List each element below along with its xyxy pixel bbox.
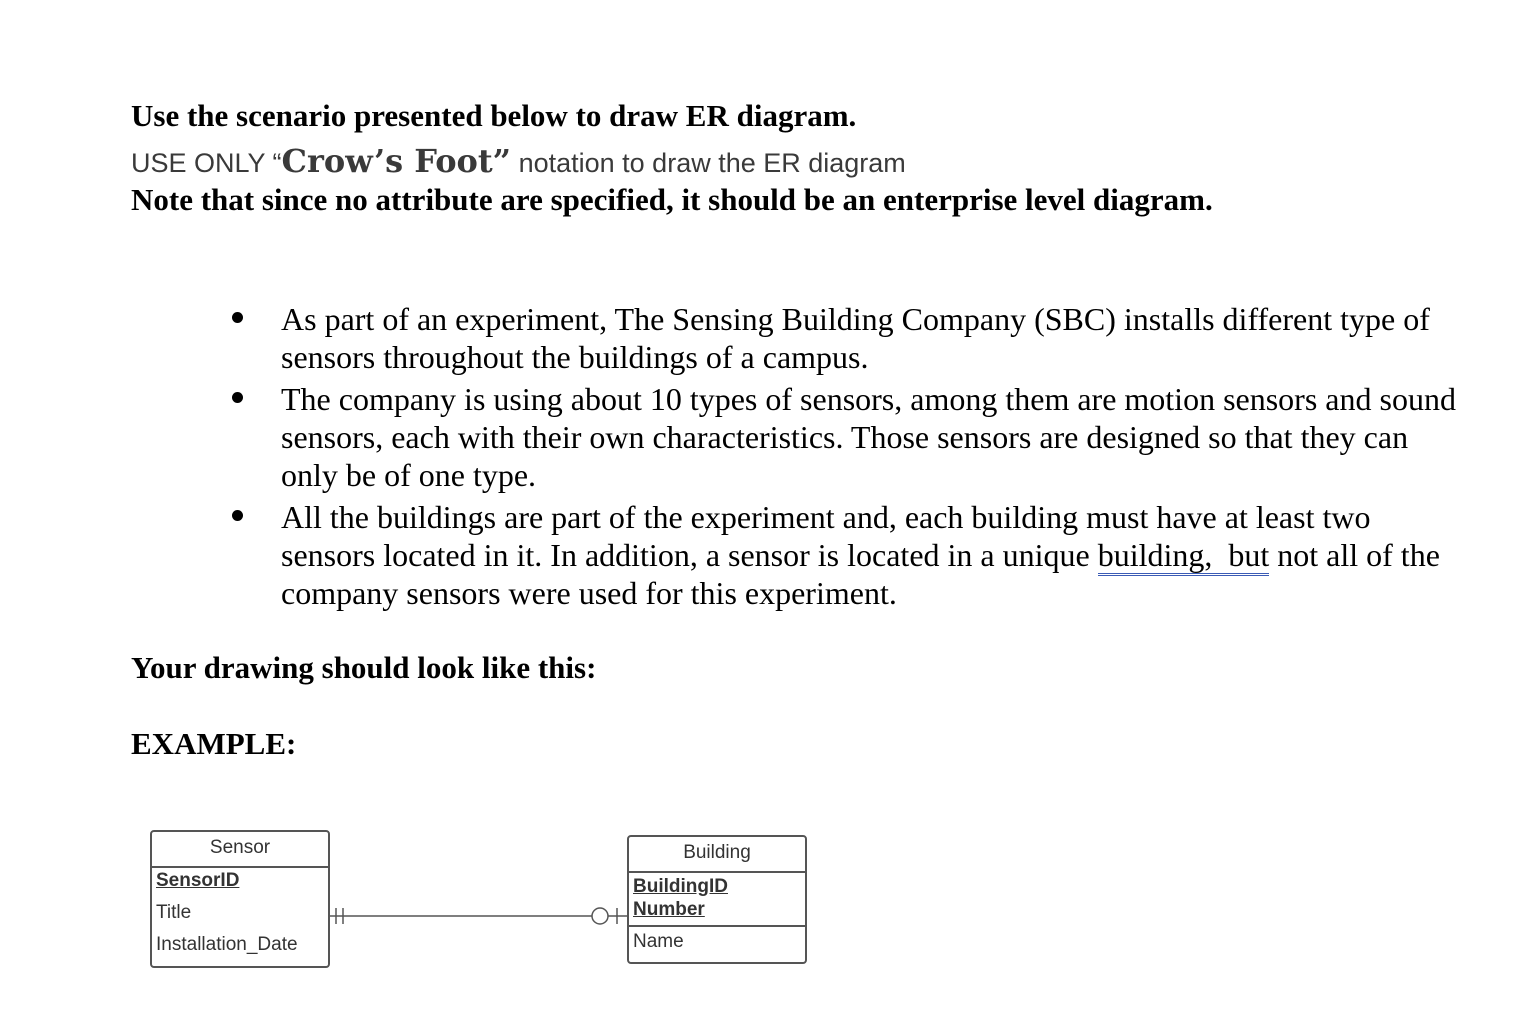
scenario-bullet-text: As part of an experiment, The Sensing Building Company (SBC) installs different type of sensors throughout the buildings of a campus. (281, 301, 1430, 375)
scenario-bullet-text-after: not all of the company sensors were used for this experiment. (281, 537, 1440, 611)
scenario-bullet-list (224, 300, 1464, 616)
scenario-bullet-text-before: All the buildings are part of the experiment and, each building must have at least two sensors located in it. In addition, a sensor is located in a unique (281, 499, 1371, 573)
bullet-dot-icon (232, 392, 243, 403)
scenario-bullet (224, 380, 1464, 494)
instruction-line-2-suffix: notation to draw the ER diagram (511, 148, 906, 178)
instruction-line-1: Use the scenario presented below to draw ER diagram. (131, 98, 857, 133)
instruction-line-3: Note that since no attribute are specified, it should be an enterprise level diagram. (131, 182, 1213, 217)
entity-sensor[interactable] (150, 830, 330, 968)
entity-attribute: Installation_Date (156, 934, 298, 955)
entity-attribute: Title (156, 902, 192, 923)
entity-building[interactable] (627, 835, 807, 964)
drawing-prompt: Your drawing should look like this: (131, 650, 597, 685)
bullet-dot-icon (232, 312, 243, 323)
instruction-line-2-prefix: USE ONLY “ (131, 148, 282, 178)
entity-primary-key: Number (629, 899, 805, 927)
instruction-line-2 (131, 141, 906, 183)
building-end-circle (592, 908, 608, 924)
entity-primary-key: BuildingID (633, 876, 728, 897)
grammar-flagged-text[interactable]: building, but (1098, 537, 1270, 576)
scenario-bullet (224, 300, 1464, 376)
crows-foot-emphasis: Crow’s Foot” (281, 142, 512, 180)
entity-title: Building (629, 837, 805, 873)
scenario-bullet-text: The company is using about 10 types of sensors, among them are motion sensors and sound sensors, each with their own characteristics. Those sensors are designed so that they can only be of one type. (281, 381, 1456, 493)
scenario-bullet (224, 498, 1464, 612)
entity-primary-key: SensorID (156, 870, 240, 891)
example-label: EXAMPLE: (131, 726, 297, 761)
entity-title: Sensor (152, 832, 328, 868)
bullet-dot-icon (232, 510, 243, 521)
entity-attribute: Name (633, 931, 684, 952)
